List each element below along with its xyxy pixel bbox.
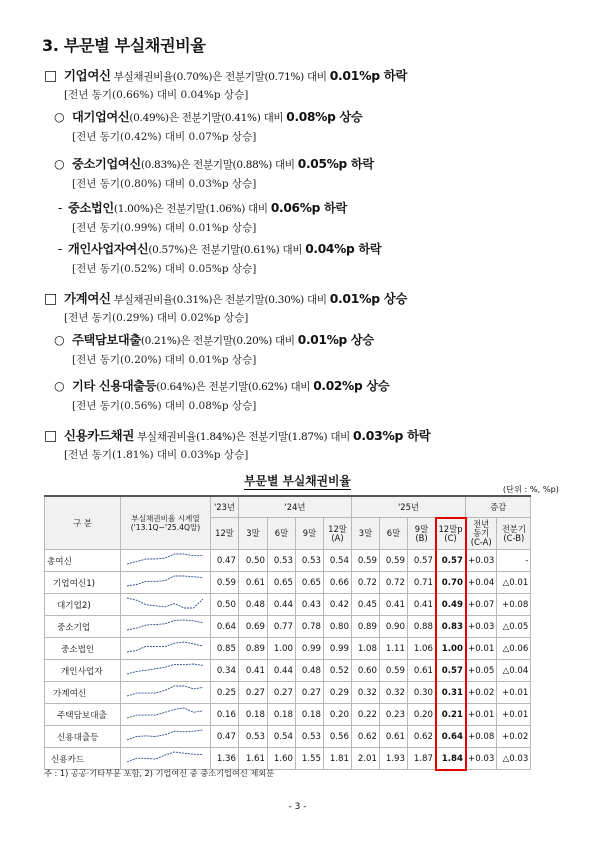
sparkline-svg: [121, 726, 209, 744]
table-row: [45, 748, 531, 770]
value-cell: 0.18: [268, 704, 296, 726]
value-cell: 0.48: [239, 594, 268, 616]
change-yoy: +0.05: [466, 660, 497, 682]
value-latest: 0.83: [436, 616, 466, 638]
sparkline-line: [127, 730, 203, 740]
value-latest: 1.84: [436, 748, 466, 770]
value-cell: 0.62: [352, 726, 380, 748]
change-yoy: +0.01: [466, 638, 497, 660]
text-line: [54, 377, 389, 394]
yoy-note: [전년 동기(0.29%) 대비 0.02%p 상승]: [64, 312, 249, 324]
sparkline-svg: [121, 572, 209, 590]
value-cell: 0.27: [268, 682, 296, 704]
yoy-note: [전년 동기(0.42%) 대비 0.07%p 상승]: [72, 131, 257, 143]
sparkline-line: [127, 554, 203, 564]
header-category: 구 분: [45, 496, 121, 550]
category-name: 신용카드채권: [64, 428, 135, 443]
yoy-note: [전년 동기(1.81%) 대비 0.03%p 상승]: [64, 449, 249, 461]
trend-sparkline: [121, 726, 211, 748]
table-row: [45, 616, 531, 638]
row-label: 개인사업자: [45, 660, 121, 682]
value-cell: 0.50: [211, 594, 239, 616]
value-cell: 2.01: [352, 748, 380, 770]
value-cell: 0.43: [296, 594, 324, 616]
value-cell: 0.99: [324, 638, 352, 660]
ratio-text: 부실채권비율(1.84%)은 전분기말(1.87%) 대비: [134, 431, 354, 443]
text-line: [54, 155, 374, 172]
text-line: [58, 240, 381, 257]
sparkline-svg: [121, 682, 209, 700]
ratio-text: (0.49%)은 전분기말(0.41%) 대비: [129, 112, 287, 124]
category-name: 기업여신: [64, 68, 111, 83]
trend-sparkline: [121, 704, 211, 726]
value-cell: 0.61: [380, 726, 408, 748]
bullet-mark: □: [44, 291, 57, 307]
value-cell: 0.30: [408, 682, 436, 704]
value-cell: 0.18: [239, 704, 268, 726]
col-23-12: 12말: [211, 518, 239, 550]
yoy-note: [전년 동기(0.80%) 대비 0.03%p 상승]: [72, 178, 257, 190]
value-cell: 0.53: [268, 550, 296, 572]
value-cell: 0.23: [380, 704, 408, 726]
sparkline-line: [127, 576, 203, 586]
value-cell: 0.52: [324, 660, 352, 682]
value-cell: 0.61: [239, 572, 268, 594]
trend-sparkline: [121, 550, 211, 572]
yoy-note: [전년 동기(0.56%) 대비 0.08%p 상승]: [72, 400, 257, 412]
ratio-text: (1.00%)은 전분기말(1.06%) 대비: [113, 203, 271, 215]
row-label: 기업여신1): [45, 572, 121, 594]
value-cell: 1.11: [380, 638, 408, 660]
value-cell: 0.72: [380, 572, 408, 594]
value-cell: 1.36: [211, 748, 239, 770]
table-row: [45, 550, 531, 572]
col-qoq: 전분기 (C-B): [497, 518, 531, 550]
value-cell: 0.27: [296, 682, 324, 704]
delta-text: 0.01%p 하락: [329, 68, 408, 83]
ratio-text: (0.57%)은 전분기말(0.61%) 대비: [148, 244, 306, 256]
row-label: 신용카드: [45, 748, 121, 770]
table-row: [45, 682, 531, 704]
row-label: 중소법인: [45, 638, 121, 660]
sparkline-svg: [121, 704, 209, 722]
trend-sparkline: [121, 638, 211, 660]
value-cell: 0.22: [352, 704, 380, 726]
ratio-text: (0.64%)은 전분기말(0.62%) 대비: [156, 381, 314, 393]
value-cell: 1.06: [408, 638, 436, 660]
table-unit: (단위 : %, %p): [502, 484, 559, 494]
value-cell: 0.29: [324, 682, 352, 704]
table-row: [45, 638, 531, 660]
value-cell: 1.00: [268, 638, 296, 660]
value-cell: 0.72: [352, 572, 380, 594]
value-cell: 0.88: [408, 616, 436, 638]
value-latest: 0.31: [436, 682, 466, 704]
category-name: 중소기업여신: [72, 157, 141, 171]
change-yoy: +0.03: [466, 748, 497, 770]
value-cell: 0.25: [211, 682, 239, 704]
category-name: 기타 신용대출등: [72, 379, 157, 393]
sparkline-svg: [121, 748, 209, 766]
value-cell: 0.44: [268, 594, 296, 616]
bullet-mark: □: [44, 68, 57, 84]
value-cell: 0.59: [211, 572, 239, 594]
col-25-6: 6말: [380, 518, 408, 550]
category-name: 주택담보대출: [72, 333, 141, 347]
table-row: [45, 726, 531, 748]
value-cell: 0.42: [324, 594, 352, 616]
value-cell: 0.47: [211, 550, 239, 572]
sparkline-line: [127, 686, 203, 696]
delta-text: 0.01%p 상승: [297, 333, 374, 347]
sparkline-svg: [121, 638, 209, 656]
value-cell: 0.60: [352, 660, 380, 682]
value-cell: 0.48: [296, 660, 324, 682]
page-number: - 3 -: [288, 802, 307, 812]
value-cell: 0.77: [268, 616, 296, 638]
value-cell: 0.53: [239, 726, 268, 748]
value-cell: 0.57: [408, 550, 436, 572]
trend-sparkline: [121, 594, 211, 616]
sparkline-svg: [121, 660, 209, 678]
value-cell: 1.81: [324, 748, 352, 770]
col-24-6: 6말: [268, 518, 296, 550]
value-cell: 1.93: [380, 748, 408, 770]
sparkline-svg: [121, 550, 209, 568]
row-label: 총여신: [45, 550, 121, 572]
col-24-9: 9말: [296, 518, 324, 550]
text-line: [54, 108, 362, 125]
value-cell: 0.59: [380, 660, 408, 682]
col-yoy: 전년 동기 (C-A): [466, 518, 497, 550]
bullet-mark: ○: [54, 333, 65, 347]
change-yoy: +0.04: [466, 572, 497, 594]
sparkline-line: [127, 664, 203, 674]
category-name: 개인사업자여신: [68, 242, 149, 256]
delta-text: 0.08%p 상승: [286, 110, 363, 124]
trend-sparkline: [121, 660, 211, 682]
delta-text: 0.05%p 하락: [297, 157, 374, 171]
text-line: [44, 289, 407, 307]
col-25-9: 9말 (B): [408, 518, 436, 550]
category-name: 대기업여신: [72, 110, 130, 124]
trend-sparkline: [121, 682, 211, 704]
value-cell: 1.87: [408, 748, 436, 770]
sparkline-line: [127, 642, 203, 652]
sparkline-line: [127, 752, 203, 762]
value-cell: 0.53: [296, 550, 324, 572]
value-cell: 0.54: [324, 550, 352, 572]
value-cell: 0.54: [268, 726, 296, 748]
value-latest: 0.57: [436, 550, 466, 572]
text-line: [58, 199, 347, 216]
row-label: 가계여신: [45, 682, 121, 704]
yoy-note: [전년 동기(0.66%) 대비 0.04%p 상승]: [64, 89, 249, 101]
change-qoq: +0.01: [497, 704, 531, 726]
change-yoy: +0.07: [466, 594, 497, 616]
value-cell: 0.90: [380, 616, 408, 638]
change-qoq: △0.04: [497, 660, 531, 682]
ratio-text: (0.83%)은 전분기말(0.88%) 대비: [140, 159, 298, 171]
value-cell: 0.32: [380, 682, 408, 704]
ratio-text: (0.21%)은 전분기말(0.20%) 대비: [140, 335, 298, 347]
bullet-mark: -: [58, 201, 63, 215]
value-cell: 0.59: [380, 550, 408, 572]
change-yoy: +0.08: [466, 726, 497, 748]
value-cell: 0.61: [408, 660, 436, 682]
ratio-text: 부실채권비율(0.31%)은 전분기말(0.30%) 대비: [110, 294, 330, 306]
col-25-3: 3말: [352, 518, 380, 550]
row-label: 대기업2): [45, 594, 121, 616]
value-cell: 0.89: [239, 638, 268, 660]
col-24-3: 3말: [239, 518, 268, 550]
header-2025: '25년: [352, 496, 466, 518]
value-cell: 0.69: [239, 616, 268, 638]
change-qoq: +0.02: [497, 726, 531, 748]
change-qoq: +0.01: [497, 682, 531, 704]
value-cell: 1.61: [239, 748, 268, 770]
text-line: [44, 66, 407, 84]
value-cell: 0.59: [352, 550, 380, 572]
change-yoy: +0.03: [466, 616, 497, 638]
value-cell: 0.62: [408, 726, 436, 748]
table-row: [45, 660, 531, 682]
delta-text: 0.03%p 하락: [353, 428, 431, 443]
trend-sparkline: [121, 572, 211, 594]
value-cell: 0.66: [324, 572, 352, 594]
bullet-mark: ○: [54, 379, 65, 393]
delta-text: 0.02%p 상승: [313, 379, 390, 393]
yoy-note: [전년 동기(0.52%) 대비 0.05%p 상승]: [72, 263, 257, 275]
text-line: [54, 331, 374, 348]
header-2023: '23년: [211, 496, 239, 518]
section-heading: 3. 부문별 부실채권비율: [42, 36, 206, 55]
value-cell: 0.41: [380, 594, 408, 616]
yoy-note: [전년 동기(0.99%) 대비 0.01%p 상승]: [72, 222, 257, 234]
change-qoq: △0.01: [497, 572, 531, 594]
value-cell: 0.71: [408, 572, 436, 594]
value-cell: 0.45: [352, 594, 380, 616]
bullet-mark: -: [58, 242, 63, 256]
yoy-note: [전년 동기(0.20%) 대비 0.01%p 상승]: [72, 354, 257, 366]
value-cell: 0.53: [296, 726, 324, 748]
value-cell: 0.27: [239, 682, 268, 704]
change-qoq: △0.06: [497, 638, 531, 660]
category-name: 가계여신: [64, 291, 111, 306]
table-title: 부문별 부실채권비율: [244, 474, 351, 488]
value-cell: 0.47: [211, 726, 239, 748]
delta-text: 0.06%p 하락: [270, 201, 347, 215]
table-row: [45, 704, 531, 726]
delta-text: 0.04%p 하락: [305, 242, 382, 256]
value-cell: 0.65: [296, 572, 324, 594]
value-cell: 1.55: [296, 748, 324, 770]
value-latest: 0.57: [436, 660, 466, 682]
value-latest: 0.21: [436, 704, 466, 726]
row-label: 주택담보대출: [45, 704, 121, 726]
value-cell: 0.64: [211, 616, 239, 638]
change-qoq: △0.05: [497, 616, 531, 638]
value-cell: 0.41: [408, 594, 436, 616]
change-yoy: +0.01: [466, 704, 497, 726]
footnote: 주 : 1) 공공·기타부문 포함, 2) 기업여신 중 중소기업여신 제외분: [44, 768, 275, 778]
npl-ratio-table: [44, 495, 531, 770]
sparkline-line: [127, 620, 203, 630]
value-cell: 0.56: [324, 726, 352, 748]
change-yoy: +0.02: [466, 682, 497, 704]
value-cell: 0.99: [296, 638, 324, 660]
value-cell: 0.78: [296, 616, 324, 638]
delta-text: 0.01%p 상승: [329, 291, 408, 306]
category-name: 중소법인: [68, 201, 114, 215]
value-cell: 0.85: [211, 638, 239, 660]
sparkline-line: [127, 708, 203, 718]
bullet-mark: ○: [54, 110, 65, 124]
value-latest: 0.64: [436, 726, 466, 748]
table-row: [45, 572, 531, 594]
change-qoq: -: [497, 550, 531, 572]
header-2024: '24년: [239, 496, 352, 518]
change-qoq: △0.03: [497, 748, 531, 770]
value-cell: 0.32: [352, 682, 380, 704]
value-cell: 0.20: [324, 704, 352, 726]
trend-sparkline: [121, 616, 211, 638]
header-change: 증감: [466, 496, 531, 518]
value-latest: 1.00: [436, 638, 466, 660]
value-cell: 1.60: [268, 748, 296, 770]
value-cell: 0.41: [239, 660, 268, 682]
value-cell: 0.50: [239, 550, 268, 572]
table-row: [45, 594, 531, 616]
value-cell: 1.08: [352, 638, 380, 660]
ratio-text: 부실채권비율(0.70%)은 전분기말(0.71%) 대비: [110, 71, 330, 83]
row-label: 중소기업: [45, 616, 121, 638]
value-cell: 0.16: [211, 704, 239, 726]
row-label: 신용대출등: [45, 726, 121, 748]
text-line: [44, 426, 430, 444]
trend-sparkline: [121, 748, 211, 770]
value-cell: 0.18: [296, 704, 324, 726]
value-cell: 0.65: [268, 572, 296, 594]
bullet-mark: □: [44, 428, 57, 444]
value-cell: 0.44: [268, 660, 296, 682]
col-24-12: 12말 (A): [324, 518, 352, 550]
value-cell: 0.89: [352, 616, 380, 638]
change-yoy: +0.03: [466, 550, 497, 572]
value-cell: 0.80: [324, 616, 352, 638]
value-cell: 0.34: [211, 660, 239, 682]
bullet-mark: ○: [54, 157, 65, 171]
value-latest: 0.70: [436, 572, 466, 594]
sparkline-svg: [121, 616, 209, 634]
sparkline-line: [127, 598, 203, 608]
sparkline-svg: [121, 594, 209, 612]
header-trend: 부실채권비율 시계열 ('13.1Q~'25.4Q말): [121, 496, 211, 550]
value-latest: 0.49: [436, 594, 466, 616]
value-cell: 0.20: [408, 704, 436, 726]
col-25-12: 12말p (C): [436, 518, 466, 550]
change-qoq: +0.08: [497, 594, 531, 616]
